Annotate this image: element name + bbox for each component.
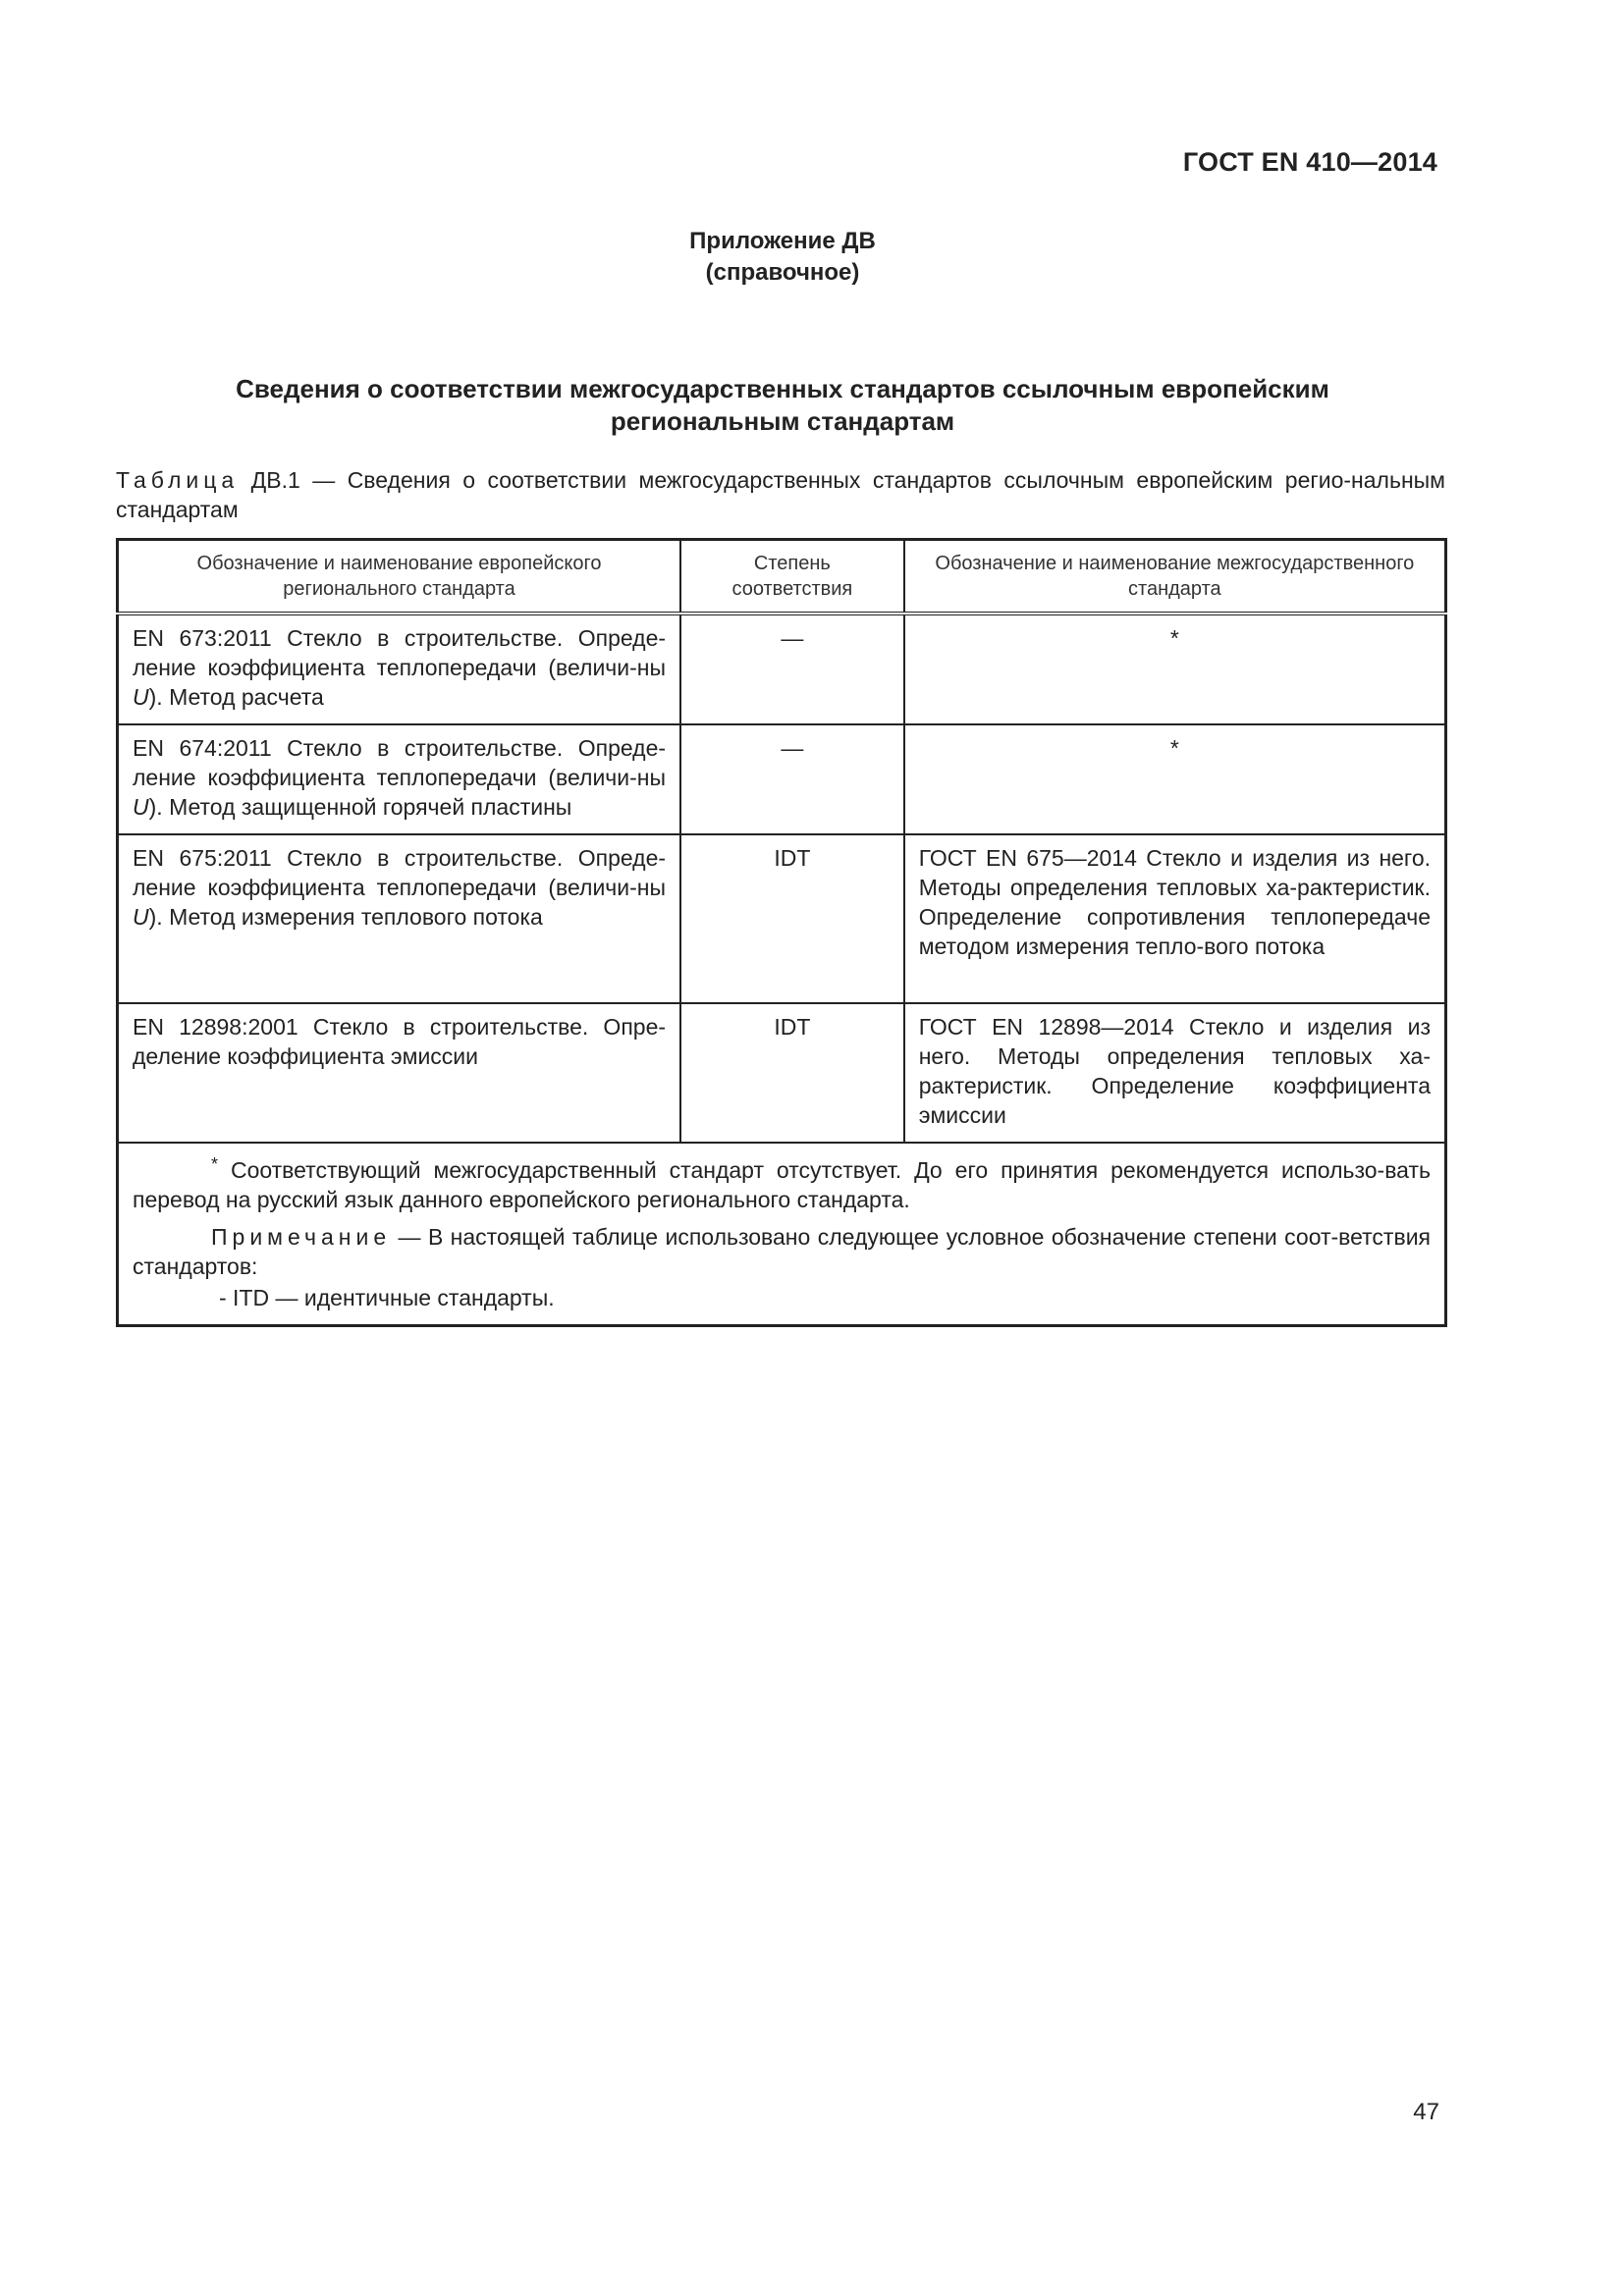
european-standard-cell — [118, 1003, 681, 1143]
european-standard-text: EN 12898:2001 Стекло в строительстве. Опре-деление коэффициента эмиссии — [133, 1014, 667, 1069]
table-caption-text: ДВ.1 — Сведения о соответствии межгосударственных стандартов ссылочным европейским регио-нальным стандартам — [116, 467, 1445, 522]
document-code: ГОСТ EN 410—2014 — [1182, 147, 1437, 177]
interstate-standard-cell: ГОСТ EN 675—2014 Стекло и изделия из него. Методы определения тепловых ха-рактеристик. Определение сопротивления теплопередаче методом измерения тепло-вого потока — [904, 834, 1446, 1003]
european-standard-text: EN 674:2011 Стекло в строительстве. Опреде-ление коэффициента теплопередачи (величи-ны — [133, 735, 667, 790]
header-degree: Степень соответствия — [680, 540, 904, 614]
european-standard-cell — [118, 834, 681, 1003]
section-title-line2: региональным стандартам — [610, 406, 955, 436]
table-row — [118, 834, 1446, 1003]
standards-table — [116, 538, 1447, 1327]
table-row — [118, 614, 1446, 724]
annex-title: Приложение ДВ — [689, 228, 876, 254]
table-footer-row — [118, 1143, 1446, 1326]
annex-type: (справочное) — [705, 259, 860, 286]
table-caption-label: Таблица — [116, 467, 240, 493]
interstate-standard-cell: * — [904, 724, 1446, 834]
note-bullet: - ITD — идентичные стандарты. — [219, 1285, 555, 1310]
table-caption — [116, 465, 1445, 524]
european-standard-method: ). Метод защищенной горячей пластины — [148, 794, 572, 820]
european-standard-method: ). Метод расчета — [148, 684, 324, 710]
footnote-text: Соответствующий межгосударственный стандарт отсутствует. До его принятия рекомендуется использо-вать перевод на русский язык данного европейского регионального стандарта. — [133, 1157, 1431, 1212]
degree-cell: — — [680, 724, 904, 834]
header-interstate-standard: Обозначение и наименование межгосударственного стандарта — [904, 540, 1446, 614]
note-text: — В настоящей таблице использовано следующее условное обозначение степени соот-ветствия стандартов: — [133, 1224, 1431, 1279]
note — [133, 1222, 1431, 1281]
note-label: Примечание — [211, 1224, 392, 1250]
section-title — [157, 373, 1408, 438]
degree-cell: — — [680, 614, 904, 724]
u-symbol: U — [133, 904, 149, 930]
page-number: 47 — [1413, 2099, 1439, 2125]
footnote-mark: * — [211, 1154, 219, 1174]
interstate-standard-cell: ГОСТ EN 12898—2014 Стекло и изделия из него. Методы определения тепловых ха-рактеристик. Определение коэффициента эмиссии — [904, 1003, 1446, 1143]
footnote — [133, 1149, 1431, 1214]
european-standard-text: EN 675:2011 Стекло в строительстве. Опреде-ление коэффициента теплопередачи (величи-ны — [133, 845, 667, 900]
european-standard-cell — [118, 724, 681, 834]
degree-cell: IDT — [680, 834, 904, 1003]
degree-cell: IDT — [680, 1003, 904, 1143]
annex-heading — [0, 226, 1565, 289]
interstate-standard-cell: * — [904, 614, 1446, 724]
european-standard-text: EN 673:2011 Стекло в строительстве. Опреде-ление коэффициента теплопередачи (величи-ны — [133, 625, 667, 680]
table-header-row — [118, 540, 1446, 614]
header-european-standard: Обозначение и наименование европейского регионального стандарта — [118, 540, 681, 614]
u-symbol: U — [133, 684, 149, 710]
european-standard-cell — [118, 614, 681, 724]
table-footer — [118, 1143, 1446, 1326]
section-title-line1: Сведения о соответствии межгосударственных стандартов ссылочным европейским — [236, 374, 1329, 403]
table-row — [118, 724, 1446, 834]
table-row — [118, 1003, 1446, 1143]
european-standard-method: ). Метод измерения теплового потока — [148, 904, 543, 930]
u-symbol: U — [133, 794, 149, 820]
